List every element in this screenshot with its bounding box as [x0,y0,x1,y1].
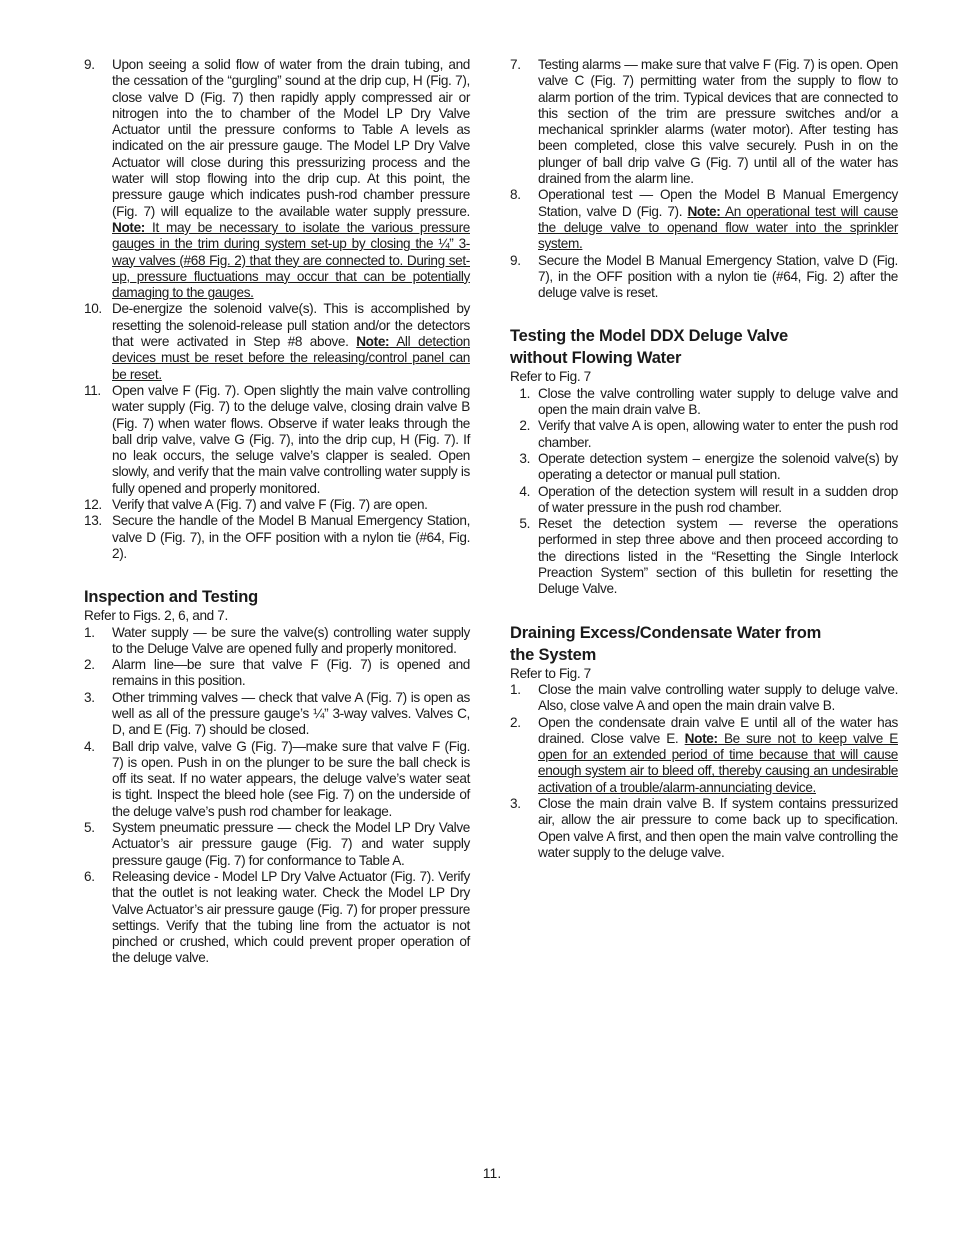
step-number: 9. [84,57,95,72]
step-number: 7. [510,57,521,72]
draining-section [510,622,898,862]
section-heading: Inspection and Testing [84,588,259,607]
step-number: 13. [84,513,102,529]
item-number: 6. [84,868,95,884]
list-item-step-7 [510,57,898,187]
list-item-step-11 [84,383,470,497]
note-label: Note: [356,334,390,350]
list-item [84,739,470,820]
step-number: 8. [510,187,521,203]
item-text: Verify that valve A is open, allowing water to enter the push rod chamber. [538,418,898,450]
item-number: 1. [519,385,530,401]
step-text: Secure the handle of the Model B Manual Emergency Station, valve D (Fig. 7), in the OFF position with a nylon tie (#64, Fig. 2). [112,513,470,561]
note-text: Be sure not to keep valve E open for an extended period of time because that will cause enough system air to bleed off, thereby causing an undesirable activation of a trouble/alarm-annunciating device. [538,730,898,795]
list-item [510,715,898,796]
item-number: 2. [510,714,521,730]
ddx-testing-list [510,386,898,598]
left-column [84,57,470,967]
item-number: 2. [519,418,530,434]
list-item [84,625,470,658]
item-number: 4. [519,483,530,499]
refer-note: Refer to Figs. 2, 6, and 7. [84,608,228,624]
section-heading [510,622,898,666]
item-number: 4. [84,738,95,754]
note-text: It may be necessary to isolate the various pressure gauges in the trim during system set-up by closing the ¼” 3-way valves (#68 Fig. 2) that they are connected to. During set-up, pressure fluctuations may occur that can be potentially damaging to the gauges. [112,219,470,301]
step-number: 9. [510,252,521,268]
list-item [510,451,898,484]
note-label: Note: [687,203,721,219]
item-text: Operate detection system – energize the solenoid valve(s) by operating a detector or manual pull station. [538,450,898,483]
item-text: Close the valve controlling water supply to deluge valve and open the main drain valve B. [538,385,898,418]
inspection-testing-section [84,586,470,967]
step-text: Testing alarms — make sure that valve F (Fig. 7) is open. Open valve C (Fig. 7) permitting water from the supply to flow to alarm portion of the trim. Typical devices that are connected to this section of the trim are pressure switches and/or a mechanical sprinkler alarms (water motor). After testing has been completed, close this valve securely. Push in on the plunger of ball drip valve G (Fig. 7) until all of the water has drained from the alarm line. [538,57,898,187]
step-text: Upon seeing a solid flow of water from the drain tubing, and the cessation of the “gurgling” sound at the drip cup, H (Fig. 7), close valve D (Fig. 7) then rapidly apply compressed air or nitrogen into the to chamber of the Model LP Dry Valve Actuator until the pressure conforms to Table A levels as indicated on the air pressure gauge. The Model LP Dry Valve Actuator will close during this pressurizing process and the water will stop flowing into the drip cup. At this point, the pressure gauge which indicates push-rod chamber pressure (Fig. 7) will equalize to the available water supply pressure. [112,57,470,219]
item-text: Open the condensate drain valve E until all of the water has drained. Close valve E. [538,714,898,746]
step-text: Secure the Model B Manual Emergency Station, valve D (Fig. 7), in the OFF position with a nylon tie (#64, Fig. 2) after the deluge valve is reset. [538,252,898,301]
list-item-step-8 [510,187,898,252]
step-text: De-energize the solenoid valve(s). This is accomplished by resetting the solenoid-release pull station and/or the detectors that were activated in Step #8 above. [112,301,470,350]
list-item [510,796,898,861]
draining-list [510,682,898,861]
item-number: 1. [84,624,95,640]
right-column [510,57,898,861]
note-label: Note: [112,219,145,235]
item-number: 5. [519,516,530,532]
list-item-step-12 [84,497,470,513]
item-number: 5. [84,820,95,836]
steps-list-continued [84,57,470,562]
section-heading-line-1: Testing the Model DDX Deluge Valve [510,327,789,346]
list-item-step-10 [84,301,470,382]
list-item-step-9 [84,57,470,301]
item-text: Other trimming valves — check that valve A (Fig. 7) is open as well as all of the pressure gauge’s ¼” 3-way valves. Valves C, D, and E (Fig. 7) should be closed. [112,689,470,738]
list-item [510,516,898,597]
item-number: 1. [510,681,521,697]
item-text: Releasing device - Model LP Dry Valve Actuator (Fig. 7). Verify that the outlet is not leaking water. Check the Model LP Dry Valve Actuator’s air pressure gauge (Fig. 7) for proper pressure settings. Verify that the tubing line from the actuator is not pinched or crushed, which could prevent proper operation of the deluge valve. [112,868,470,966]
note-label: Note: [684,730,718,746]
item-text: System pneumatic pressure — check the Model LP Dry Valve Actuator’s air pressure gauge (Fig. 7) and water supply pressure gauge (Fig. 7) for conformance to Table A. [112,820,470,868]
steps-list-right [510,57,898,301]
item-number: 2. [84,657,95,673]
item-number: 3. [84,689,95,705]
inspection-list [84,625,470,967]
step-number: 12. [84,497,102,513]
list-item-step-13 [84,513,470,562]
list-item [84,690,470,739]
list-item [84,820,470,869]
item-text: Reset the detection system — reverse the operations performed in step three above and then proceed according to the directions listed in the “Resetting the Single Interlock Preaction System” section of this bulletin for resetting the Deluge Valve. [538,516,898,597]
item-text: Operation of the detection system will result in a sudden drop of water pressure in the push rod chamber. [538,483,898,515]
section-heading-line-1: Draining Excess/Condensate Water from [510,623,822,642]
list-item [510,386,898,419]
item-text: Ball drip valve, valve G (Fig. 7)—make sure that valve F (Fig. 7) is open. Push in on the plunger to be sure the ball check is off its seat. If no water appears, the deluge valve’s water seat is tight. Inspect the bleed hole (see Fig. 7) on the underside of the deluge valve’s push rod chamber for leakage. [112,738,470,819]
list-item [510,682,898,715]
refer-note: Refer to Fig. 7 [510,369,591,385]
step-text: Open valve F (Fig. 7). Open slightly the main valve controlling water supply (Fig. 7) to the deluge valve, closing drain valve B (Fig. 7) when water flows. Observe if water leaks through the ball drip valve, valve G (Fig. 7), into the drip cup, H (Fig. 7). If no leak occurs, the seluge valve’s clapper is sealed. Open slowly, and verify that the main valve controlling water supply is fully opened and properly monitored. [112,382,470,496]
step-text: Verify that valve A (Fig. 7) and valve F (Fig. 7) are open. [112,497,428,513]
note-text: All detection devices must be reset before the releasing/control panel can be reset. [112,334,470,382]
note-text: An operational test will cause the deluge valve to openand flow water into the sprinkler system. [538,203,898,252]
list-item [84,657,470,690]
item-text: Alarm line—be sure that valve F (Fig. 7) is opened and remains in this position. [112,657,470,689]
page-number: 11. [482,1165,502,1181]
section-heading-line-2: the System [510,645,597,664]
section-heading-line-2: without Flowing Water [510,349,682,368]
step-number: 11. [84,382,101,398]
step-text: Operational test — Open the Model B Manual Emergency Station, valve D (Fig. 7). [538,187,898,219]
list-item [510,484,898,517]
step-number: 10. [84,301,102,317]
list-item-step-9 [510,253,898,302]
item-number: 3. [510,795,521,811]
refer-note: Refer to Fig. 7 [510,665,591,681]
ddx-testing-section [510,325,898,597]
item-text: Close the main valve controlling water supply to deluge valve. Also, close valve A and open the main drain valve B. [538,681,898,714]
item-text: Close the main drain valve B. If system contains pressurized air, allow the air pressure to come back up to specification. Open valve A first, and then open the main valve controlling the water supply to the deluge valve. [538,795,898,860]
section-heading [510,325,898,369]
list-item [84,869,470,967]
item-text: Water supply — be sure the valve(s) controlling water supply to the Deluge Valve are opened fully and properly monitored. [112,624,470,656]
item-number: 3. [519,450,530,466]
list-item [510,418,898,451]
